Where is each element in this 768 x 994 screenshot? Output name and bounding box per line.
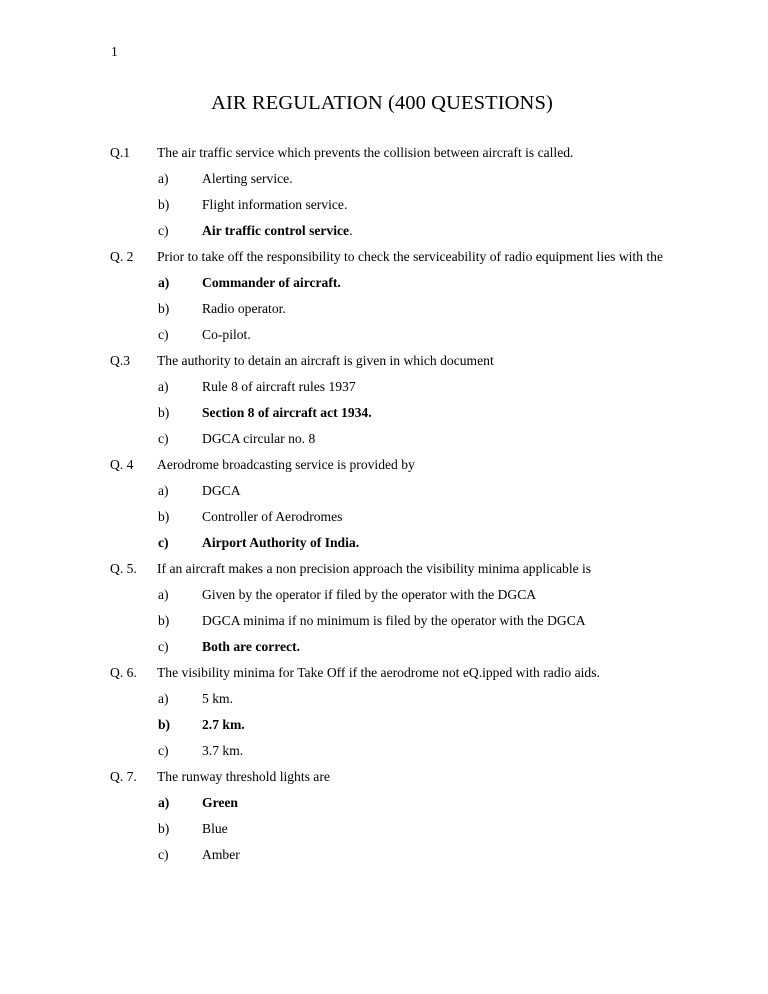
question-block bbox=[0, 348, 768, 452]
question-row bbox=[0, 764, 768, 790]
option-text-body: DGCA bbox=[202, 483, 241, 498]
question-list bbox=[0, 140, 768, 868]
question-text: Aerodrome broadcasting service is provided by bbox=[157, 457, 415, 472]
answer-option[interactable] bbox=[0, 582, 768, 608]
question-block bbox=[0, 244, 768, 348]
option-letter: c) bbox=[158, 847, 169, 862]
option-text bbox=[202, 738, 672, 764]
answer-option[interactable] bbox=[0, 790, 768, 816]
question-row bbox=[0, 452, 768, 478]
question-text: If an aircraft makes a non precision approach the visibility minima applicable is bbox=[157, 561, 592, 576]
answer-option[interactable] bbox=[0, 218, 768, 244]
question-label: Q. 2 bbox=[110, 249, 134, 264]
option-text-body: Flight information service. bbox=[202, 197, 348, 212]
option-letter: c) bbox=[158, 639, 169, 654]
question-text: The visibility minima for Take Off if the aerodrome not eQ.ipped with radio aids. bbox=[157, 665, 600, 680]
option-text-body: Green bbox=[202, 795, 238, 810]
option-letter: c) bbox=[158, 431, 169, 446]
option-letter: c) bbox=[158, 535, 169, 550]
question-text: The runway threshold lights are bbox=[157, 769, 330, 784]
answer-option[interactable] bbox=[0, 296, 768, 322]
question-row bbox=[0, 660, 768, 686]
option-text-body: Controller of Aerodromes bbox=[202, 509, 343, 524]
option-text bbox=[202, 374, 672, 400]
option-text-body: DGCA minima if no minimum is filed by the operator with the DGCA bbox=[202, 613, 586, 628]
question-block bbox=[0, 556, 768, 660]
question-text: The authority to detain an aircraft is given in which document bbox=[157, 353, 494, 368]
option-letter: b) bbox=[158, 197, 170, 212]
option-text bbox=[202, 530, 672, 556]
answer-option[interactable] bbox=[0, 504, 768, 530]
answer-option[interactable] bbox=[0, 608, 768, 634]
answer-option[interactable] bbox=[0, 270, 768, 296]
option-letter: b) bbox=[158, 717, 171, 732]
option-text-body: Co-pilot. bbox=[202, 327, 251, 342]
answer-option[interactable] bbox=[0, 478, 768, 504]
option-text bbox=[202, 582, 672, 608]
option-letter: a) bbox=[158, 275, 170, 290]
page-number: 1 bbox=[111, 44, 118, 59]
option-text bbox=[202, 426, 672, 452]
option-text bbox=[202, 192, 672, 218]
option-letter: a) bbox=[158, 379, 169, 394]
answer-option[interactable] bbox=[0, 374, 768, 400]
answer-option[interactable] bbox=[0, 426, 768, 452]
answer-option[interactable] bbox=[0, 686, 768, 712]
option-text-body: Commander of aircraft. bbox=[202, 275, 341, 290]
question-label: Q.1 bbox=[110, 145, 131, 160]
option-text-suffix: . bbox=[349, 223, 353, 238]
option-text bbox=[202, 634, 672, 660]
question-label: Q.3 bbox=[110, 353, 131, 368]
option-text bbox=[202, 322, 672, 348]
answer-option[interactable] bbox=[0, 400, 768, 426]
option-text-body: Both are correct. bbox=[202, 639, 301, 654]
option-letter: c) bbox=[158, 223, 169, 238]
option-text-body: 3.7 km. bbox=[202, 743, 244, 758]
option-letter: a) bbox=[158, 483, 169, 498]
option-text-body: Alerting service. bbox=[202, 171, 293, 186]
answer-option[interactable] bbox=[0, 712, 768, 738]
option-letter: b) bbox=[158, 613, 170, 628]
option-letter: b) bbox=[158, 405, 170, 420]
option-text-body: Radio operator. bbox=[202, 301, 286, 316]
question-block bbox=[0, 452, 768, 556]
option-text bbox=[202, 218, 672, 244]
question-label: Q. 5. bbox=[110, 561, 137, 576]
question-label: Q. 6. bbox=[110, 665, 137, 680]
option-letter: b) bbox=[158, 509, 170, 524]
answer-option[interactable] bbox=[0, 192, 768, 218]
answer-option[interactable] bbox=[0, 842, 768, 868]
option-text-body: Airport Authority of India. bbox=[202, 535, 360, 550]
option-text bbox=[202, 790, 672, 816]
answer-option[interactable] bbox=[0, 166, 768, 192]
option-letter: c) bbox=[158, 743, 169, 758]
question-block bbox=[0, 764, 768, 868]
option-letter: c) bbox=[158, 327, 169, 342]
option-letter: a) bbox=[158, 691, 169, 706]
answer-option[interactable] bbox=[0, 322, 768, 348]
question-text: The air traffic service which prevents the collision between aircraft is called. bbox=[157, 145, 574, 160]
option-text bbox=[202, 296, 672, 322]
option-letter: b) bbox=[158, 301, 170, 316]
option-text bbox=[202, 400, 672, 426]
option-letter: a) bbox=[158, 795, 170, 810]
answer-option[interactable] bbox=[0, 816, 768, 842]
answer-option[interactable] bbox=[0, 738, 768, 764]
page-title: AIR REGULATION (400 QUESTIONS) bbox=[211, 91, 553, 114]
option-text-body: DGCA circular no. 8 bbox=[202, 431, 316, 446]
question-block bbox=[0, 140, 768, 244]
question-row bbox=[0, 244, 768, 270]
option-text bbox=[202, 504, 672, 530]
option-text bbox=[202, 270, 672, 296]
option-text-body: Rule 8 of aircraft rules 1937 bbox=[202, 379, 356, 394]
option-text-body: Section 8 of aircraft act 1934. bbox=[202, 405, 372, 420]
option-text bbox=[202, 478, 672, 504]
option-text-body: Given by the operator if filed by the operator with the DGCA bbox=[202, 587, 537, 602]
option-text-body: Amber bbox=[202, 847, 240, 862]
option-text-body: Blue bbox=[202, 821, 228, 836]
option-text-body: 2.7 km. bbox=[202, 717, 245, 732]
option-text bbox=[202, 842, 672, 868]
question-text: Prior to take off the responsibility to check the serviceability of radio equipment lies with the bbox=[157, 249, 663, 264]
option-text bbox=[202, 816, 672, 842]
option-text bbox=[202, 166, 672, 192]
question-row bbox=[0, 556, 768, 582]
option-text bbox=[202, 686, 672, 712]
option-text-body: Air traffic control service bbox=[202, 223, 350, 238]
option-letter: a) bbox=[158, 587, 169, 602]
option-letter: b) bbox=[158, 821, 170, 836]
option-text bbox=[202, 712, 672, 738]
question-label: Q. 4 bbox=[110, 457, 134, 472]
question-label: Q. 7. bbox=[110, 769, 137, 784]
answer-option[interactable] bbox=[0, 530, 768, 556]
option-letter: a) bbox=[158, 171, 169, 186]
option-text-body: 5 km. bbox=[202, 691, 233, 706]
answer-option[interactable] bbox=[0, 634, 768, 660]
option-text bbox=[202, 608, 672, 634]
question-block bbox=[0, 660, 768, 764]
question-row bbox=[0, 348, 768, 374]
question-row bbox=[0, 140, 768, 166]
